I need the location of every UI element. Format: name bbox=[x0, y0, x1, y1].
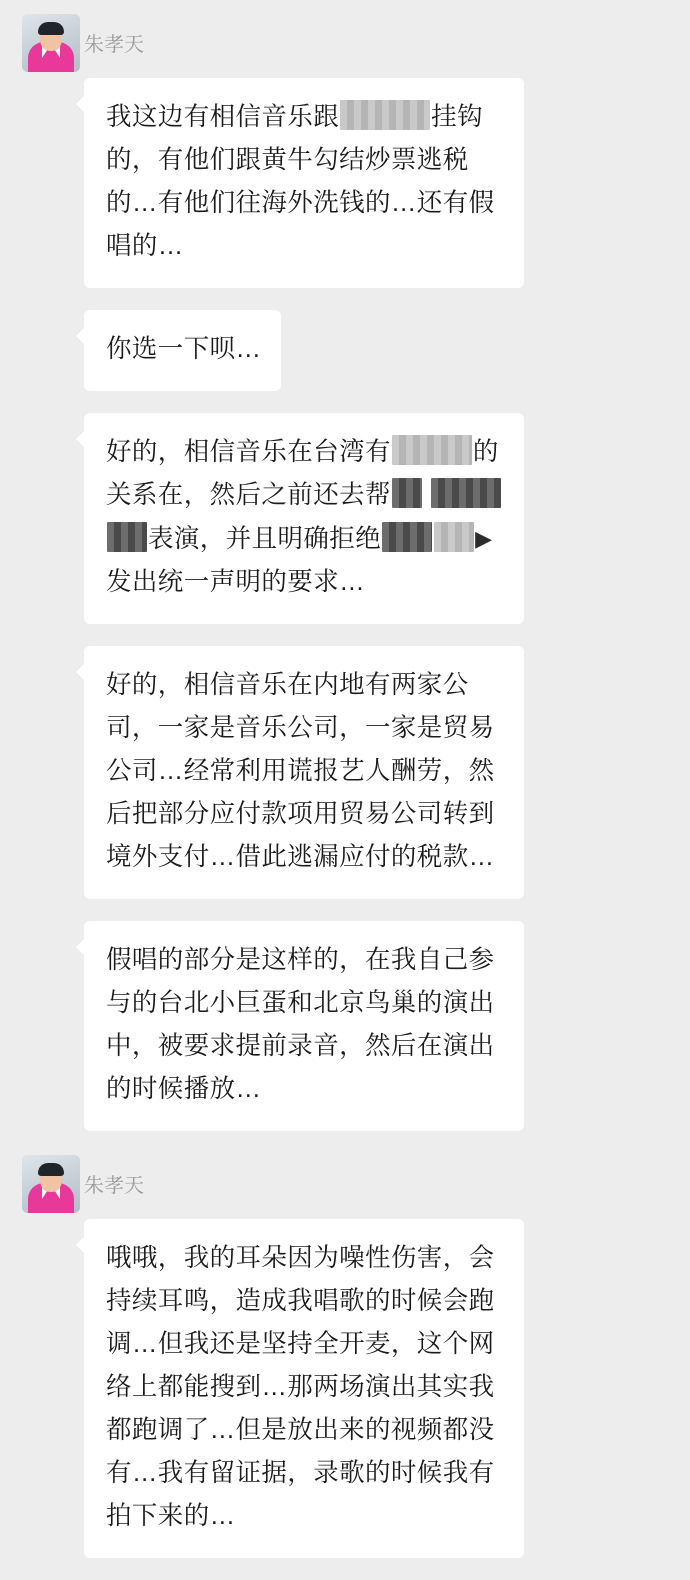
arrow-icon: ▶ bbox=[475, 526, 493, 551]
message-text-segment: 发出统一声明的要求… bbox=[106, 568, 366, 596]
redacted-block bbox=[382, 522, 432, 552]
message-bubble[interactable]: 好的，相信音乐在内地有两家公司，一家是音乐公司，一家是贸易公司…经常利用谎报艺人酬劳，然后把部分应付款项用贸易公司转到境外支付…借此逃漏应付的税款… bbox=[84, 646, 524, 899]
redacted-block bbox=[107, 522, 147, 552]
message-bubble[interactable]: 假唱的部分是这样的，在我自己参与的台北小巨蛋和北京鸟巢的演出中，被要求提前录音，然后在演出的时候播放… bbox=[84, 921, 524, 1131]
redacted-block bbox=[434, 522, 474, 552]
message-bubble[interactable] bbox=[84, 413, 524, 624]
sender-name-row bbox=[0, 14, 690, 72]
message-bubble[interactable] bbox=[84, 78, 524, 288]
redacted-block bbox=[340, 100, 430, 130]
message-text-segment: 的关系在，然后之前还去帮 bbox=[106, 438, 499, 509]
user-avatar-portrait[interactable] bbox=[22, 14, 80, 72]
message-bubble[interactable]: 你选一下呗… bbox=[84, 310, 281, 391]
redacted-block bbox=[431, 478, 501, 508]
message-text-segment: 挂钩的，有他们跟黄牛勾结炒票逃税的…有他们往海外洗钱的…还有假唱的… bbox=[106, 103, 495, 260]
message-bubble[interactable]: 哦哦，我的耳朵因为噪性伤害，会持续耳鸣，造成我唱歌的时候会跑调…但我还是坚持全开麦，这个网络上都能搜到…那两场演出其实我都跑调了…但是放出来的视频都没有…我有留证据，录歌的时候我有拍下来的… bbox=[84, 1219, 524, 1558]
redacted-block bbox=[392, 435, 472, 465]
message-text-segment bbox=[423, 481, 431, 509]
avatar-cell bbox=[22, 14, 84, 72]
message-row bbox=[0, 78, 690, 1153]
sender-name: 朱孝天 bbox=[84, 34, 144, 56]
bubble-column bbox=[84, 78, 672, 1153]
sender-name-row bbox=[0, 1155, 690, 1213]
message-text-segment: 表演，并且明确拒绝 bbox=[148, 525, 382, 553]
bubble-column bbox=[84, 1219, 672, 1580]
sender-name: 朱孝天 bbox=[84, 1175, 144, 1197]
message-group bbox=[0, 1155, 690, 1580]
redacted-block bbox=[392, 478, 422, 508]
message-text-segment: 我这边有相信音乐跟 bbox=[106, 103, 340, 131]
message-group bbox=[0, 14, 690, 1153]
message-text-segment: 好的，相信音乐在台湾有 bbox=[106, 438, 391, 466]
avatar-cell bbox=[22, 1155, 84, 1213]
message-row bbox=[0, 1219, 690, 1580]
user-avatar-portrait[interactable] bbox=[22, 1155, 80, 1213]
